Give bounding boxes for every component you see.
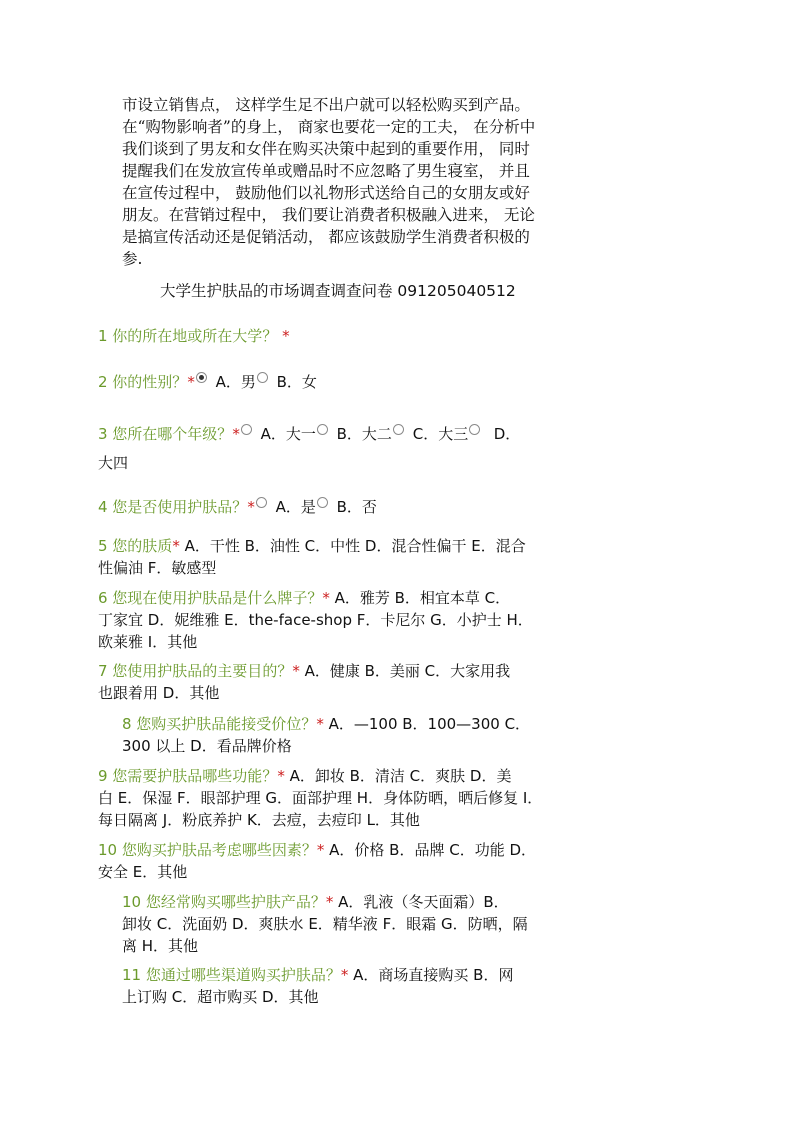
question-5-options-cont: 性偏油 F．敏感型 <box>98 559 217 577</box>
question-8-options-cont: 300 以上 D．看品牌价格 <box>122 737 292 755</box>
question-11-text: 11 您通过哪些渠道购买护肤品？ <box>122 966 341 984</box>
required-star: * <box>172 537 180 555</box>
question-9-options-cont: 每日隔离 J．粉底养护 K．去痘，去痘印 L．其他 <box>98 811 420 829</box>
required-star: * <box>277 767 285 785</box>
question-4 <box>98 496 377 518</box>
question-2 <box>98 371 317 393</box>
question-4-text: 4 您是否使用护肤品？ <box>98 498 248 516</box>
radio-grade-4[interactable] <box>469 424 480 435</box>
required-star: * <box>282 327 290 345</box>
question-1-text: 1 你的所在地或所在大学？ <box>98 327 278 345</box>
question-5-text: 5 您的肤质 <box>98 537 173 555</box>
question-10-options: A．价格 B．品牌 C．功能 D． <box>324 841 537 859</box>
question-7-options-cont: 也跟着用 D．其他 <box>98 684 220 702</box>
question-2-text: 2 你的性别？ <box>98 373 188 391</box>
option-grade-4-text: 大四 <box>98 454 129 472</box>
question-10b-options-cont: 卸妆 C．洗面奶 D．爽肤水 E．精华液 F．眼霜 G．防晒，隔 <box>122 915 528 933</box>
option-female: B．女 <box>276 373 317 391</box>
survey-title: 大学生护肤品的市场调查调查问卷 091205040512 <box>160 282 516 300</box>
option-yes: A．是 <box>275 498 316 516</box>
question-11 <box>122 964 513 1008</box>
required-star: * <box>232 425 240 443</box>
intro-line: 我们谈到了男友和女伴在购买决策中起到的重要作用， 同时 <box>122 140 530 158</box>
option-grade-2: B．大二 <box>336 425 392 443</box>
intro-line: 在宣传过程中， 鼓励他们以礼物形式送给自己的女朋友或好 <box>122 184 530 202</box>
required-star: * <box>325 893 334 911</box>
question-8-text: 8 您购买护肤品能接受价位？ <box>122 715 317 733</box>
intro-line: 是搞宣传活动还是促销活动， 都应该鼓励学生消费者积极的 <box>122 228 530 246</box>
option-grade-4: D． <box>493 425 521 443</box>
required-star: * <box>316 841 325 859</box>
question-8-options: A．—100 B．100—300 C． <box>323 715 531 733</box>
option-no: B．否 <box>336 498 377 516</box>
question-3-text: 3 您所在哪个年级？ <box>98 425 233 443</box>
intro-line: 市设立销售点， 这样学生足不出户就可以轻松购买到产品。 <box>122 96 530 114</box>
question-10b <box>122 891 528 957</box>
question-9-options: A．卸妆 B．清洁 C．爽肤 D．美 <box>284 767 512 785</box>
option-grade-1: A．大一 <box>260 425 316 443</box>
intro-paragraph <box>122 94 682 270</box>
question-6-options-cont: 欧莱雅 I．其他 <box>98 633 198 651</box>
option-male: A．男 <box>215 373 256 391</box>
radio-yes[interactable] <box>256 497 267 508</box>
question-10 <box>98 839 536 883</box>
radio-no[interactable] <box>317 497 328 508</box>
question-5-options: A．干性 B．油性 C．中性 D．混合性偏干 E．混合 <box>179 537 526 555</box>
radio-grade-1[interactable] <box>241 424 252 435</box>
required-star: * <box>187 373 195 391</box>
intro-line: 朋友。在营销过程中， 我们要让消费者积极融入进来， 无论 <box>122 206 535 224</box>
question-11-options: A．商场直接购买 B．网 <box>348 966 514 984</box>
radio-female[interactable] <box>257 372 268 383</box>
intro-line: 提醒我们在发放宣传单或赠品时不应忽略了男生寝室， 并且 <box>122 162 530 180</box>
question-9-text: 9 您需要护肤品哪些功能？ <box>98 767 278 785</box>
question-6 <box>98 587 533 653</box>
question-6-text: 6 您现在使用护肤品是什么牌子？ <box>98 589 323 607</box>
question-6-options-cont: 丁家宜 D．妮维雅 E．the-face-shop F．卡尼尔 G．小护士 H． <box>98 611 533 629</box>
question-10b-text: 10 您经常购买哪些护肤产品？ <box>122 893 326 911</box>
question-3 <box>98 423 520 474</box>
intro-line: 在“购物影响者”的身上， 商家也要花一定的工夫， 在分析中 <box>122 118 536 136</box>
intro-line: 参. <box>122 250 143 268</box>
question-11-options-cont: 上订购 C．超市购买 D．其他 <box>122 988 319 1006</box>
question-5 <box>98 535 526 579</box>
question-7-options: A．健康 B．美丽 C．大家用我 <box>299 662 511 680</box>
radio-grade-2[interactable] <box>317 424 328 435</box>
question-7-text: 7 您使用护肤品的主要目的？ <box>98 662 293 680</box>
question-8 <box>122 713 530 757</box>
option-grade-3: C．大三 <box>412 425 469 443</box>
required-star: * <box>316 715 324 733</box>
question-10-text: 10 您购买护肤品考虑哪些因素？ <box>98 841 317 859</box>
question-10b-options-cont: 离 H．其他 <box>122 937 199 955</box>
question-10b-options: A．乳液（冬天面霜）B． <box>333 893 509 911</box>
radio-grade-3[interactable] <box>393 424 404 435</box>
question-10-options-cont: 安全 E．其他 <box>98 863 188 881</box>
required-star: * <box>322 589 330 607</box>
question-9 <box>98 765 542 831</box>
required-star: * <box>292 662 300 680</box>
required-star: * <box>340 966 349 984</box>
question-9-options-cont: 白 E．保湿 F．眼部护理 G．面部护理 H．身体防晒，晒后修复 I． <box>98 789 543 807</box>
radio-male[interactable] <box>196 372 207 383</box>
question-1 <box>98 325 290 347</box>
question-7 <box>98 660 510 704</box>
required-star: * <box>247 498 255 516</box>
question-6-options: A．雅芳 B．相宜本草 C． <box>329 589 511 607</box>
